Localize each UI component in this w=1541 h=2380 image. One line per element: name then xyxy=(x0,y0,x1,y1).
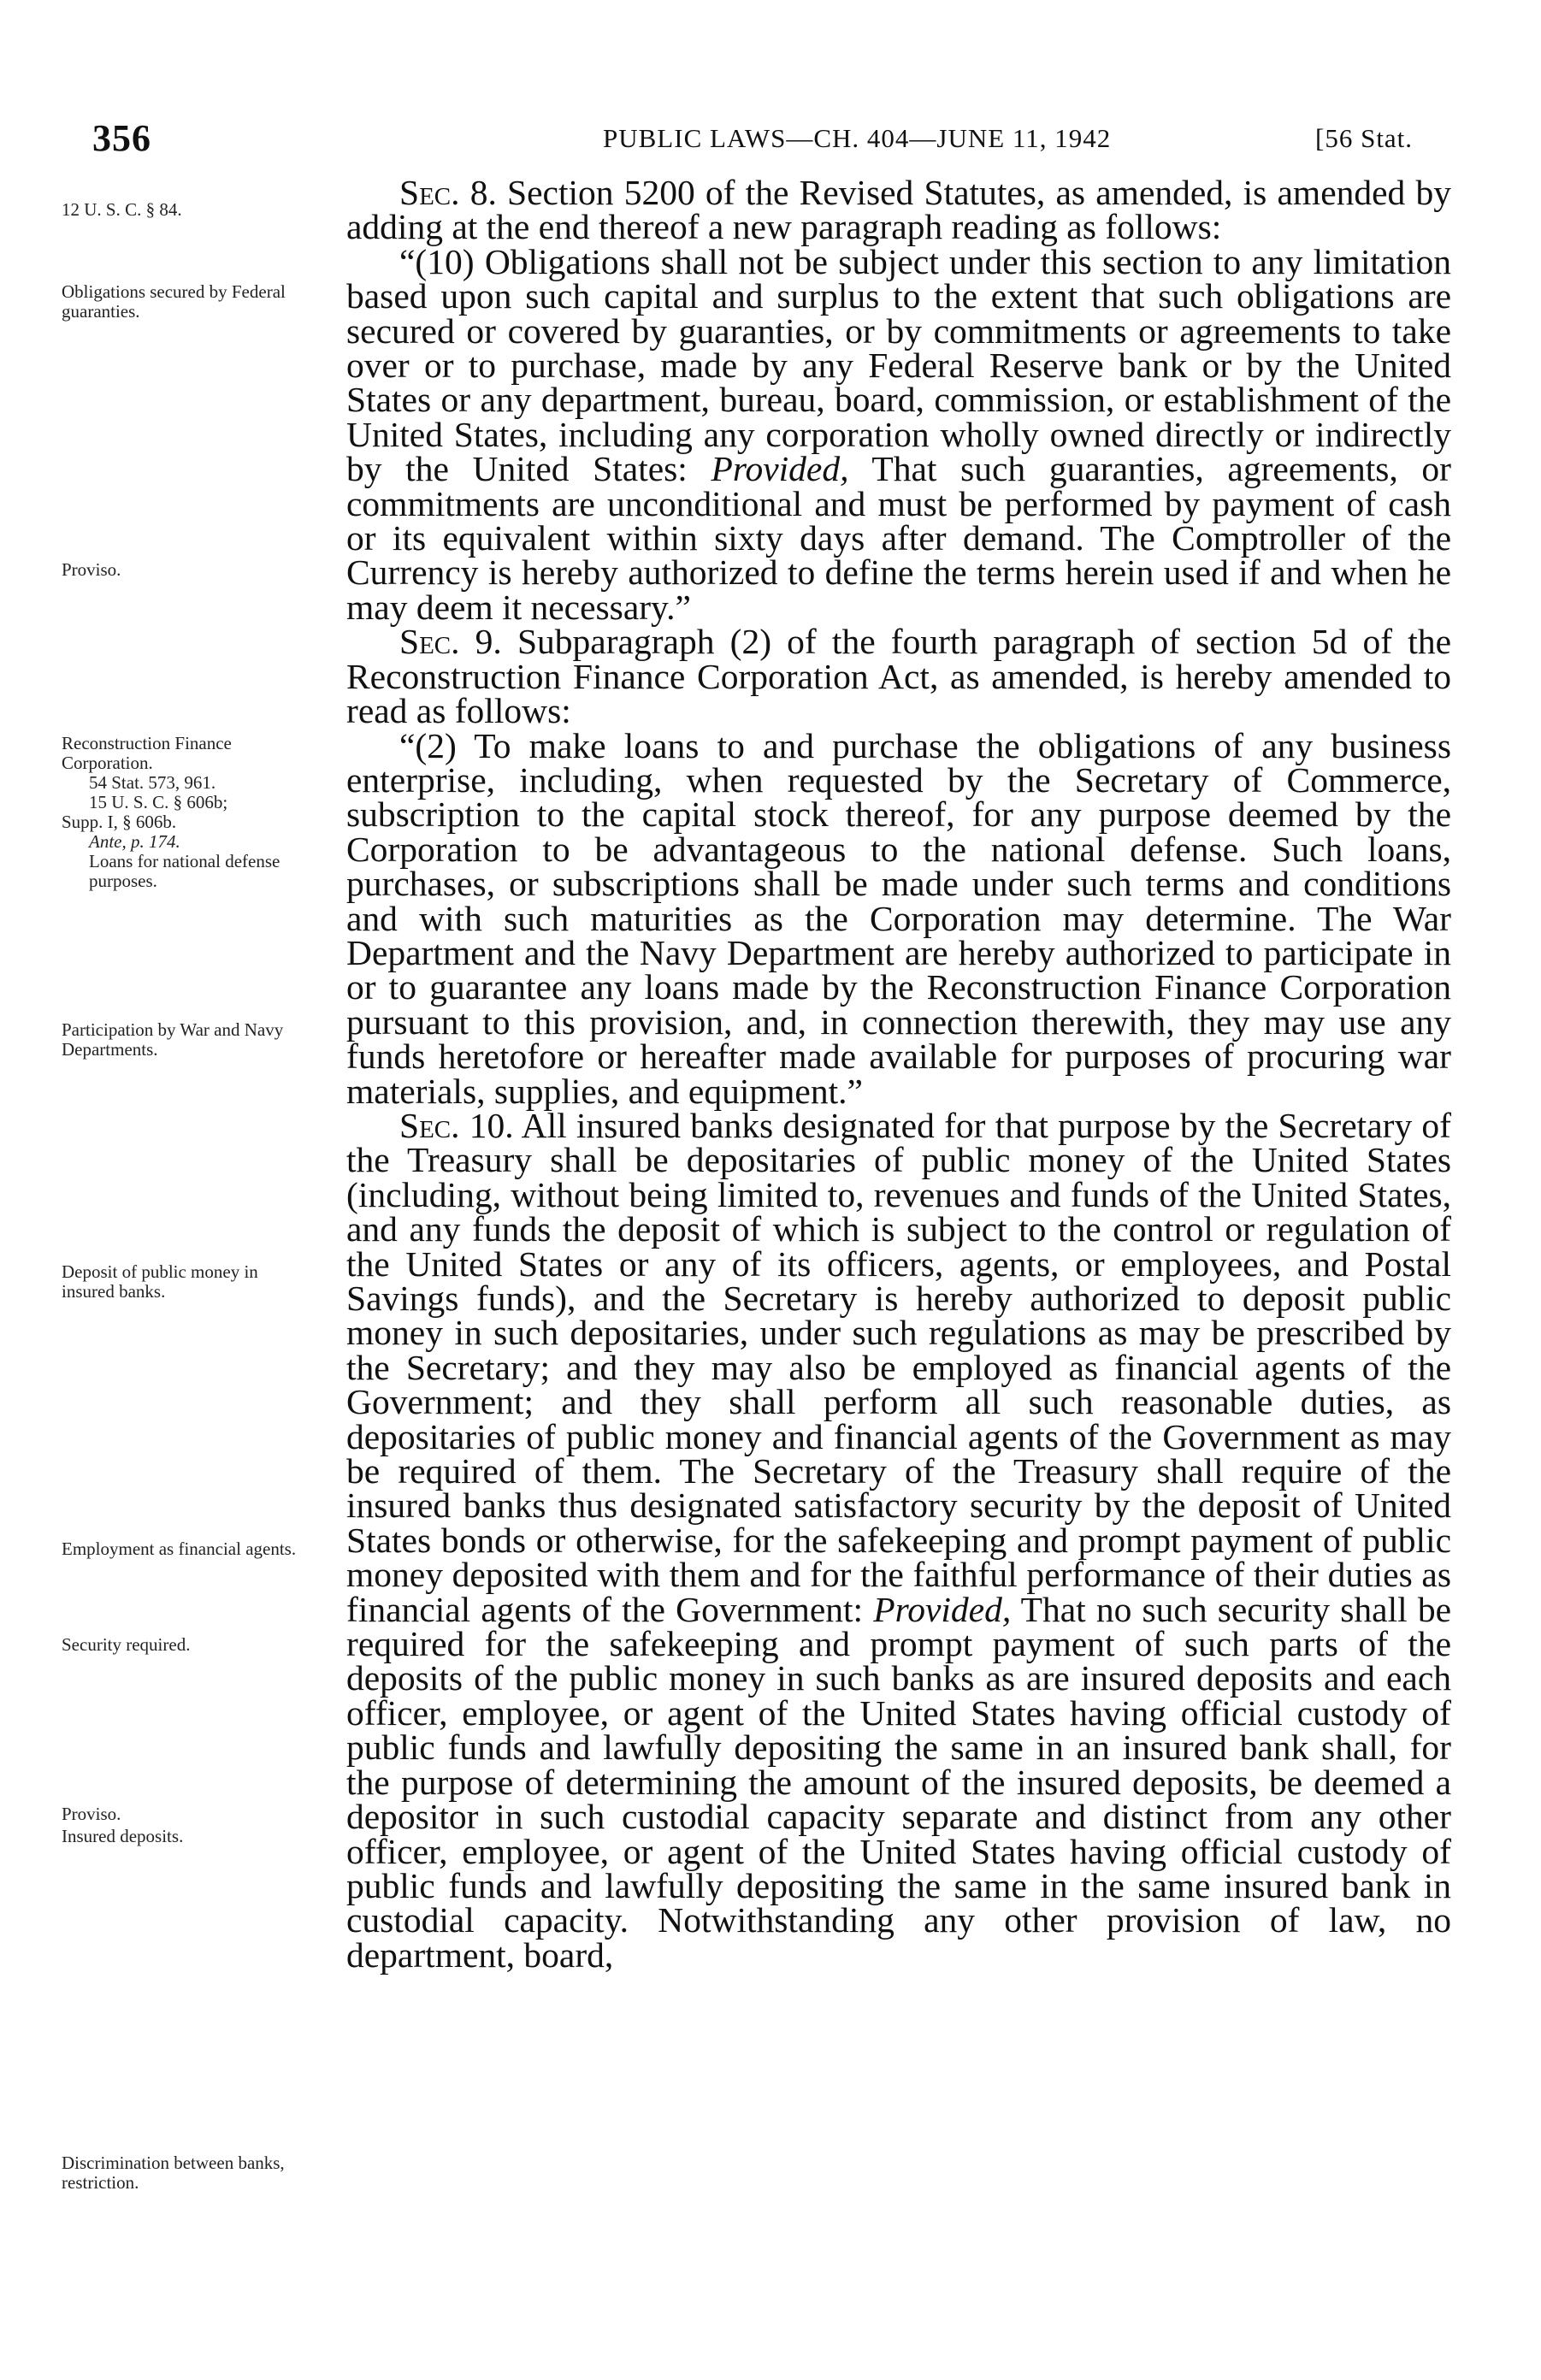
statute-body xyxy=(346,173,1452,1975)
margin-note-security-required: Security required. xyxy=(62,1634,191,1655)
section-10-text-b: That no such security shall be required for the safekeeping and prompt payment of such parts of the deposits of the public money in such banks as are insured deposits and each officer, employee, or agent of the United States having official custody of public funds and lawfully depositing the same in an insured bank shall, for the purpose of determining the amount of the insured deposits, be deemed a depositor in such custodial capacity separate and distinct from any other officer, employee, or agent of the United States having official custody of public funds and lawfully depositing the same in the same insured bank in custodial capacity. Notwithstanding any other provision of law, no department, board, xyxy=(346,1589,1451,1975)
paragraph-10-provided: Provided, xyxy=(711,449,849,489)
section-10-label: Sec. 10. xyxy=(399,1105,514,1145)
section-9-label: Sec. 9. xyxy=(399,622,502,662)
running-head: PUBLIC LAWS—CH. 404—JUNE 11, 1942 xyxy=(603,123,1112,153)
margin-note-obligations-secured: Obligations secured by Federal guaranties. xyxy=(62,281,286,322)
margin-note-proviso-2: Proviso. xyxy=(62,1804,121,1824)
section-8 xyxy=(346,175,1451,245)
paragraph-10 xyxy=(346,241,1452,627)
margin-note-proviso: Proviso. xyxy=(62,559,121,580)
paragraph-10-text-b: That such guaranties, agreements, or commitments are unconditional and must be performed by payment of cash or its equivalent within sixty days after demand. The Comptroller of the Currency is hereby authorized to define the terms herein used if and when he may deem it necessary.” xyxy=(346,449,1452,627)
margin-note-rfc-stat: 54 Stat. 573, 961. xyxy=(89,772,216,793)
margin-note-rfc xyxy=(62,734,318,891)
section-8-text: Section 5200 of the Revised Statutes, as amended, is amended by adding at the end thereof a new paragraph reading as follows: xyxy=(346,173,1452,247)
margin-note-discrimination: Discrimination between banks, restriction. xyxy=(62,2153,285,2193)
section-9-text: Subparagraph (2) of the fourth paragraph of section 5d of the Reconstruction Finance Corporation Act, as amended, is hereby amended to read as follows: xyxy=(346,622,1451,731)
section-10-text-a: All insured banks designated for that purpose by the Secretary of the Treasury shall be depositaries of public money of the United States (including, without being limited to, revenues and funds of the United States, and any funds the deposit of which is subject to the control or regulation of the United States or any of its officers, agents, or employees, and Postal Savings funds), and the Secretary is hereby authorized to deposit public money in such depositaries, under such regulations as may be prescribed by the Secretary; and they may also be employed as financial agents of the Government; and they shall perform all such reasonable duties, as depositaries of public money and financial agents of the Government as may be required of them. The Secretary of the Treasury shall require of the insured banks thus designated satisfactory security by the deposit of United States bonds or otherwise, for the safekeeping and prompt payment of public money deposited with them and for the faithful performance of their duties as financial agents of the Government: xyxy=(346,1105,1452,1629)
section-10 xyxy=(346,1105,1452,1975)
margin-note-rfc-title: Reconstruction Finance Corporation. xyxy=(62,733,232,773)
margin-note-rfc-supp: Supp. I, § 606b. xyxy=(62,812,177,832)
margin-note-loans-defense: Loans for national defense purposes. xyxy=(89,851,280,891)
margin-note-deposit-public: Deposit of public money in insured banks. xyxy=(62,1261,258,1302)
section-8-label: Sec. 8. xyxy=(399,173,497,212)
page-header xyxy=(0,116,1541,168)
margin-note-participation: Participation by War and Navy Departments. xyxy=(62,1019,284,1060)
margin-note-usc-ref: 12 U. S. C. § 84. xyxy=(62,199,182,220)
margin-note-rfc-ante: Ante, p. 174. xyxy=(89,831,180,852)
paragraph-10-text-a: “(10) Obligations shall not be subject under this section to any limitation based upon such capital and surplus to the extent that such obligations are secured or covered by guaranties, or by commitments or agreements to take over or to purchase, made by any Federal Reserve bank or by the United States or any department, bureau, board, commission, or establishment of the United States, including any corporation wholly owned directly or indirectly by the United States: xyxy=(346,241,1451,489)
section-9 xyxy=(346,622,1451,731)
margin-note-rfc-usc: 15 U. S. C. § 606b; xyxy=(89,792,228,812)
section-10-provided: Provided, xyxy=(873,1589,1012,1629)
margin-note-employment-agents: Employment as financial agents. xyxy=(62,1538,297,1559)
subparagraph-2: “(2) To make loans to and purchase the obligations of any business enterprise, including, when requested by the Secretary of Commerce, subscription to the capital stock thereof, for any purpose deemed by the Corporation to be advantageous to the national defense. Such loans, purchases, or subscriptions shall be made under such terms and conditions and with such maturities as the Corporation may determine. The War Department and the Navy Department are hereby authorized to participate in or to guarantee any loans made by the Reconstruction Finance Corporation pursuant to this provision, and, in connection therewith, they may use any funds heretofore or hereafter made available for purposes of procuring war materials, supplies, and equipment.” xyxy=(346,725,1451,1111)
volume-reference: [56 Stat. xyxy=(1315,123,1414,153)
page-number: 356 xyxy=(92,117,151,159)
margin-note-insured-deposits: Insured deposits. xyxy=(62,1826,184,1846)
